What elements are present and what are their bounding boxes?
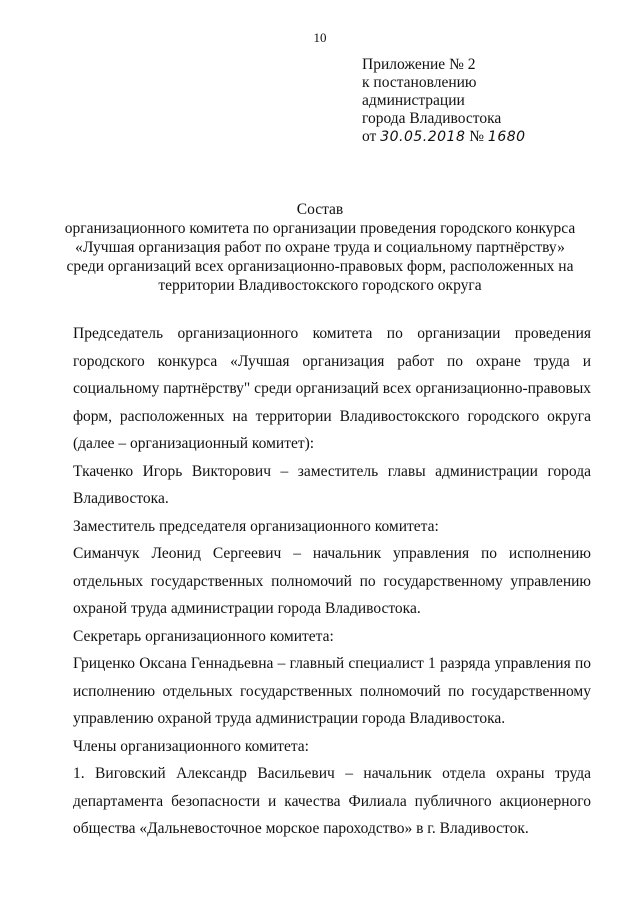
title-heading: Состав xyxy=(296,201,344,218)
date-prefix: от xyxy=(362,128,377,145)
chair-paragraph: Ткаченко Игорь Викторович – заместитель главы администрации города Владивостока. xyxy=(73,462,591,507)
appendix-line: к постановлению xyxy=(362,74,477,91)
title-line: среди организаций всех организационно-правовых форм, расположенных на xyxy=(66,258,574,275)
deputy-paragraph: Симанчук Леонид Сергеевич – начальник управления по исполнению отдельных государственных полномочий по государственному управлению охраной труда администрации города Владивостока. xyxy=(73,545,591,617)
secretary-heading: Секретарь организационного комитета: xyxy=(73,627,334,645)
handwritten-date: 30.05.2018 xyxy=(380,129,466,145)
document-body xyxy=(73,320,591,843)
title-line: территории Владивостокского городского округа xyxy=(158,277,482,294)
deputy-heading: Заместитель председателя организационного комитета: xyxy=(73,517,439,535)
members-heading: Члены организационного комитета: xyxy=(73,737,309,755)
appendix-header xyxy=(362,56,622,146)
document-title xyxy=(60,200,580,295)
number-prefix: № xyxy=(469,128,485,145)
title-line: «Лучшая организация работ по охране труда и социальному партнёрству» xyxy=(75,239,565,256)
secretary-paragraph: Гриценко Оксана Геннадьевна – главный специалист 1 разряда управления по исполнению отдельных государственных полномочий по государственному управлению охраной труда администрации города Владивостока. xyxy=(73,655,591,727)
appendix-date-line xyxy=(362,128,622,146)
appendix-title: Приложение № 2 xyxy=(362,56,476,73)
chair-intro-paragraph: Председатель организационного комитета по организации проведения городского конкурса «Лучшая организация работ по охране труда и социальному партнёрству" среди организаций всех организационно-правовых форм, расположенных на территории Владивостокского городского округа (далее – организационный комитет): xyxy=(73,325,591,452)
appendix-line: города Владивостока xyxy=(362,110,502,127)
page-number: 10 xyxy=(313,30,327,45)
appendix-line: администрации xyxy=(362,92,465,109)
title-line: организационного комитета по организации проведения городского конкурса xyxy=(64,220,576,237)
member-paragraph: 1. Виговский Александр Васильевич – начальник отдела охраны труда департамента безопасности и качества Филиала публичного акционерного общества «Дальневосточное морское пароходство» в г. Владивосток. xyxy=(73,765,591,837)
handwritten-number: 1680 xyxy=(487,129,526,145)
